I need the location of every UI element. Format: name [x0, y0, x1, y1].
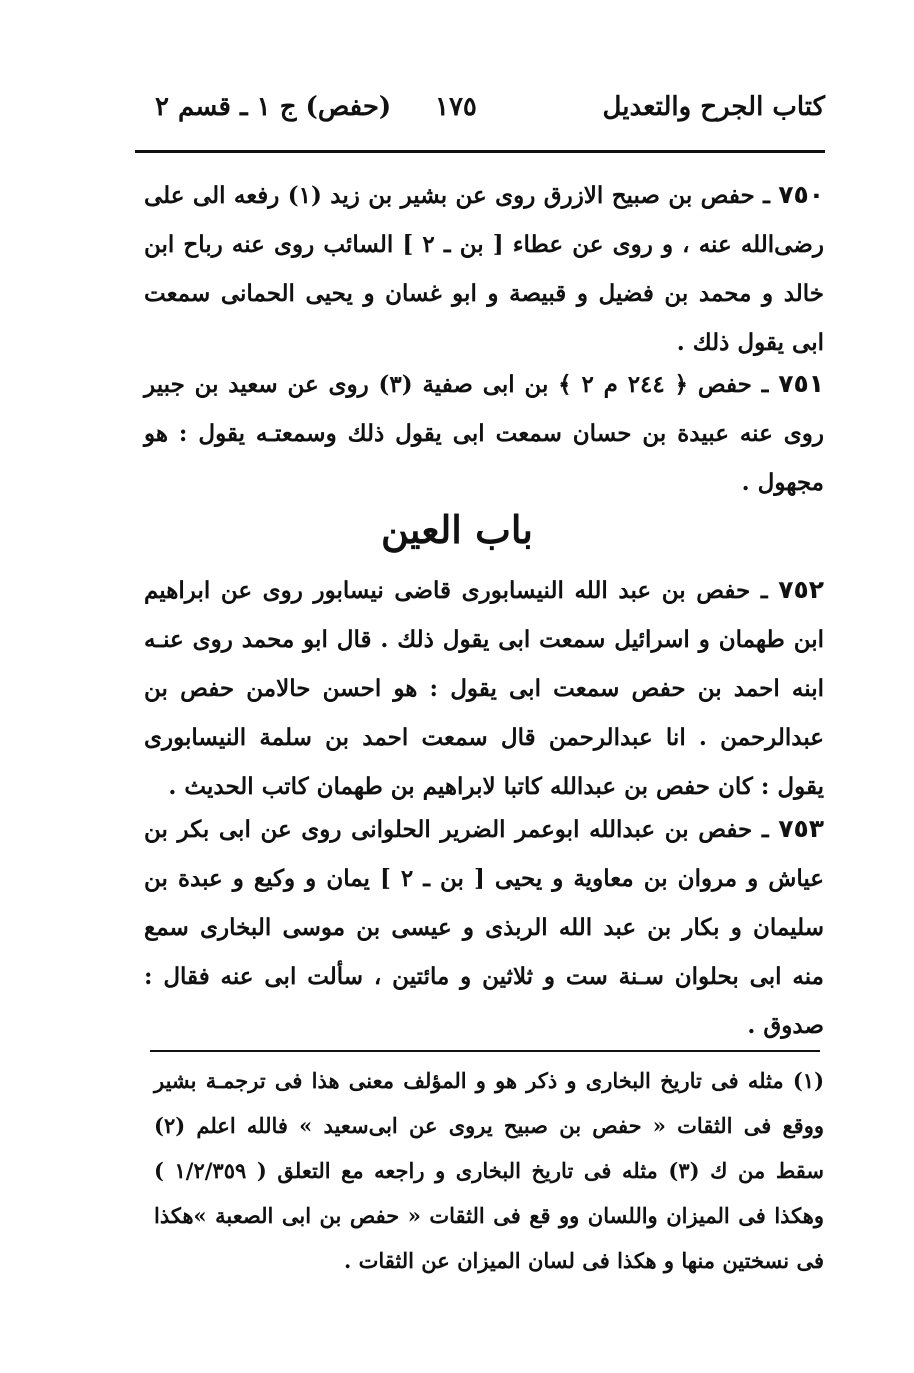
- chapter-heading: باب العين: [380, 507, 534, 552]
- book-title: كتاب الجرح والتعديل: [602, 92, 825, 122]
- page-number: ١٧٥: [435, 92, 477, 122]
- entry-number: ٧٥٠: [778, 180, 825, 209]
- entry-number: ٧٥٢: [778, 575, 824, 604]
- running-head: [135, 92, 825, 142]
- entry-number: ٧٥١: [778, 369, 824, 398]
- footnote-divider: [150, 1050, 820, 1052]
- entry-text: ـ حفص ﴿ ٢٤٤ م ٢ ﴾ بن ابى صفية (٣) روى عن سعيد بن جبير روى عنه عبيدة بن حسان سمعت ابى يقول ذلك وسمعتـه يقول : هو مجهول .: [144, 371, 824, 496]
- entry-753: [144, 804, 824, 1050]
- entry-text: ـ حفص بن عبد الله النيسابورى قاضى نيسابور روى عن ابراهيم ابن طهمان و اسرائيل سمعت ابى يقول ذلك . قال ابو محمد روى عنـه ابنه احمد بن حفص سمعت ابى يقول : هو احسن حالامن حفص بن عبدالرحمن . انا عبدالرحمن قال سمعت احمد بن سلمة النيسابورى يقول : كان حفص بن عبدالله كاتبا لابراهيم بن طهمان كاتب الحديث .: [144, 577, 824, 800]
- entry-number: ٧٥٣: [778, 814, 824, 843]
- section-info: (حفص) ج ١ ـ قسم ٢: [155, 92, 392, 122]
- entry-text: ـ حفص بن صبيح الازرق روى عن بشير بن زيد (١) رفعه الى على رضى‌الله عنه ، و روى عن عطاء [ بن ـ ٢ ] السائب روى عنه رباح ابن خالد و محمد بن فضيل و قبيصة و ابو غسان و يحيى الحمانى سمعت ابى يقول ذلك .: [144, 182, 824, 356]
- header-divider: [135, 150, 825, 153]
- entry-752: [144, 565, 824, 811]
- footnotes: (١) مثله فى تاريخ البخارى و ذكر هو و المؤلف معنى هذا فى ترجمـة بشير ووقع فى الثقات « حفص بن صبيح يروى عن ابى‌سعيد » فالله اعلم (٢) سقط من ك (٣) مثله فى تاريخ البخارى و راجعه مع التعلق ( ١/٢/٣٥٩ ) وهكذا فى الميزان واللسان وو قع فى الثقات « حفص بن ابى الصعبة »هكذا فى نسختين منها و هكذا فى لسان الميزان عن الثقات .: [154, 1068, 824, 1273]
- entry-750: [144, 170, 824, 367]
- entry-text: ـ حفص بن عبدالله ابوعمر الضرير الحلوانى روى عن ابى بكر بن عياش و مروان بن معاوية و يحيى [ بن ـ ٢ ] يمان و وكيع و عبدة بن سليمان و بكار بن عبد الله الربذى و عيسى بن موسى البخارى سمع منه ابى بحلوان سـنة ست و ثلاثين و مائتين ، سألت ابى عنه فقال : صدوق .: [144, 816, 824, 1039]
- entry-751: [144, 359, 824, 507]
